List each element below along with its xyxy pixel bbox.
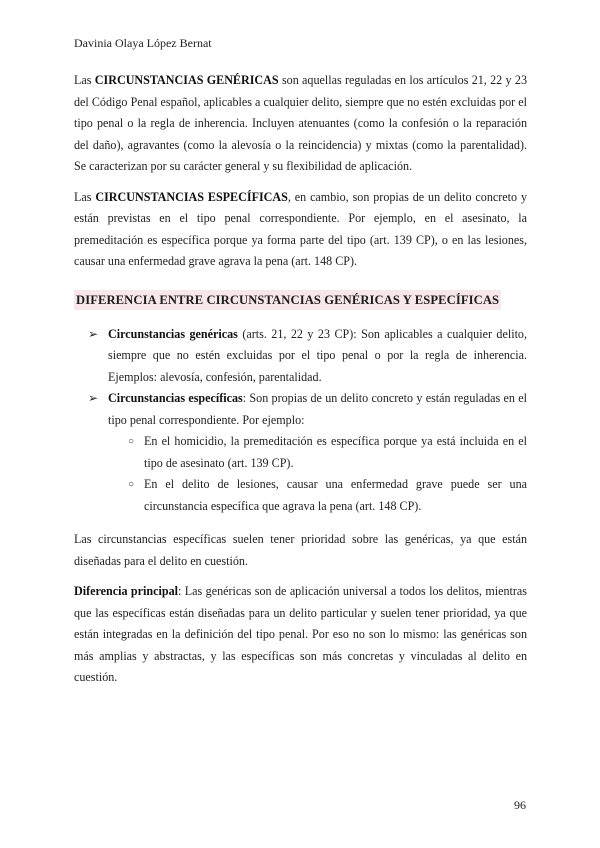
- list-item-term: Circunstancias específicas: [108, 391, 243, 405]
- circle-bullet-icon: ○: [128, 479, 135, 490]
- paragraph-text: , en cambio, son propias de un delito concreto y están previstas en el tipo penal correspondiente. Por ejemplo, en el asesinato, la premeditación es específica porque ya forma parte del tipo (art. 139 CP), o en las lesiones, causar una enfermedad grave agrava la pena (art. 148 CP).: [74, 189, 527, 268]
- paragraph-text: son aquellas reguladas en los artículos 21, 22 y 23 del Código Penal español, aplicables a cualquier delito, siempre que no estén excluidas por el tipo penal o la regla de inherencia. Incluyen atenuantes (como la confesión o la reparación del daño), agravantes (como la alevosía o la reincidencia) y mixtas (como la parentalidad). Se caracterizan por su carácter general y su flexibilidad de aplicación.: [74, 73, 527, 173]
- list-item-text: : Son propias de un delito concreto y están reguladas en el tipo penal correspondiente. Por ejemplo:: [108, 391, 527, 427]
- bold-term: CIRCUNSTANCIAS GENÉRICAS: [94, 73, 279, 87]
- page-header-author: Davinia Olaya López Bernat: [74, 36, 212, 50]
- list-item: [74, 324, 527, 389]
- list-item-term: Circunstancias genéricas: [108, 326, 238, 341]
- paragraph-circunstancias-especificas: [74, 187, 527, 273]
- section-heading: DIFERENCIA ENTRE CIRCUNSTANCIAS GENÉRICAS Y ESPECÍFICAS: [74, 290, 501, 310]
- list-item-text: (arts. 21, 22 y 23 CP): Son aplicables a cualquier delito, siempre que no estén excluidas por el tipo penal o por la regla de inherencia. Ejemplos: alevosía, confesión, parentalidad.: [108, 326, 527, 384]
- sub-list-item-text: En el homicidio, la premeditación es específica porque ya está incluida en el tipo de asesinato (art. 139 CP).: [144, 434, 527, 470]
- sub-list-item-text: En el delito de lesiones, causar una enfermedad grave puede ser una circunstancia específica que agrava la pena (art. 148 CP).: [144, 477, 527, 513]
- difference-list: [74, 324, 527, 518]
- paragraph-text: Las: [74, 73, 95, 87]
- arrow-bullet-icon: ➢: [88, 326, 99, 341]
- paragraph-text: : Las genéricas son de aplicación universal a todos los delitos, mientras que las específicas están diseñadas para un delito particular y suelen tener prioridad, ya que están integradas en la definición del tipo penal. Por eso no son lo mismo: las genéricas son más amplias y abstractas, y las específicas son más concretas y vinculadas al delito en cuestión.: [74, 584, 528, 684]
- sub-list: [108, 431, 527, 517]
- sub-list-item: [108, 431, 527, 474]
- page-content: [74, 70, 527, 698]
- bold-term: Diferencia principal: [74, 584, 178, 598]
- arrow-bullet-icon: ➢: [88, 391, 99, 405]
- paragraph-text: Las: [74, 189, 96, 204]
- paragraph-diferencia-principal: [74, 581, 527, 689]
- list-item: [74, 388, 527, 517]
- sub-list-item: [108, 474, 527, 517]
- page-number: 96: [514, 798, 526, 812]
- circle-bullet-icon: ○: [128, 436, 135, 447]
- paragraph-circunstancias-genericas: [74, 70, 527, 178]
- bold-term: CIRCUNSTANCIAS ESPECÍFICAS: [95, 189, 288, 204]
- paragraph-prioridad: Las circunstancias específicas suelen tener prioridad sobre las genéricas, ya que están diseñadas para el delito en cuestión.: [74, 532, 527, 568]
